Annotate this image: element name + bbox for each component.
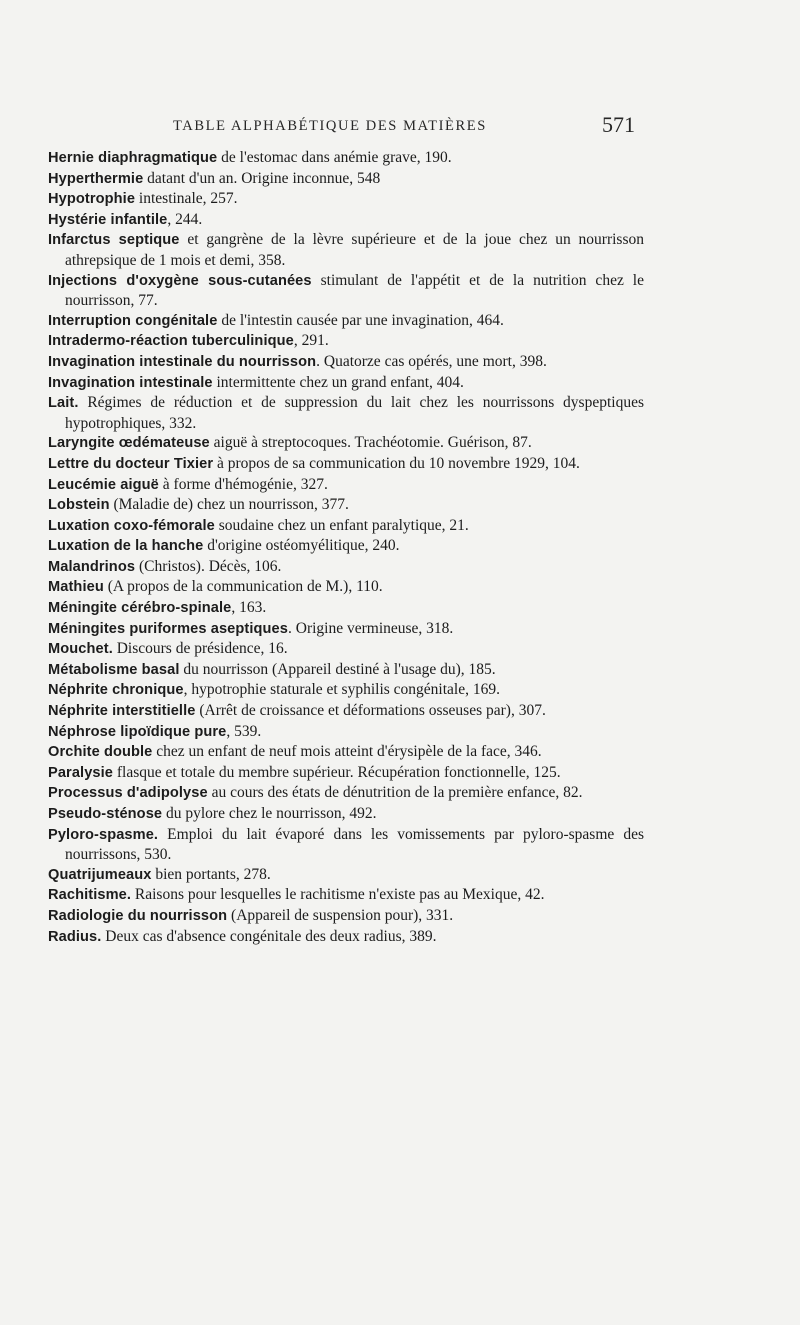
index-entry [48, 865, 644, 886]
entry-heading: Mouchet. [48, 641, 113, 658]
index-entry [48, 680, 644, 701]
entry-text: (A propos de la communication de M.), 110. [103, 578, 383, 596]
index-entry [48, 352, 644, 373]
entry-text: (Appareil de suspension pour), 331. [227, 906, 454, 924]
page-number: 571 [602, 112, 635, 137]
entry-text: (Maladie de) chez un nourrisson, 377. [109, 496, 349, 514]
entry-text: aiguë à streptocoques. Trachéotomie. Guérison, 87. [209, 434, 532, 452]
index-entry [48, 495, 644, 516]
entry-heading: Processus d'adipolyse [48, 785, 208, 802]
index-entry [48, 783, 644, 804]
running-title: TABLE ALPHABÉTIQUE DES MATIÈRES [173, 118, 487, 134]
entry-text: de l'estomac dans anémie grave, 190. [217, 149, 452, 166]
entry-heading: Pseudo-sténose [48, 806, 163, 822]
entry-heading: Hyperthermie [48, 170, 144, 187]
entry-heading: Quatrijumeaux [48, 866, 152, 883]
entry-text: soudaine chez un enfant paralytique, 21. [214, 516, 469, 534]
index-entry [48, 433, 644, 454]
entry-heading: Leucémie aiguë [48, 476, 159, 493]
index-entry [48, 639, 644, 660]
entry-heading: Lait. [48, 395, 79, 412]
index-entry [48, 577, 644, 598]
index-entry [48, 722, 644, 743]
entry-heading: Malandrinos [48, 558, 136, 575]
index-entry [48, 660, 644, 681]
entry-text: datant d'un an. Origine inconnue, 548 [143, 169, 381, 187]
entry-heading: Invagination intestinale [48, 374, 213, 391]
entry-text: Deux cas d'absence congénitale des deux radius, 389. [101, 927, 437, 945]
entry-heading: Radius. [48, 928, 102, 945]
entry-text: de l'intestin causée par une invagination, 464. [217, 311, 504, 329]
entry-text: . Origine vermineuse, 318. [288, 619, 454, 637]
entry-text: , hypotrophie staturale et syphilis congénitale, 169. [183, 681, 500, 699]
index-entries [48, 148, 644, 947]
index-entry [48, 148, 644, 169]
entry-heading: Néphrite interstitielle [48, 703, 196, 720]
index-entry [48, 906, 644, 927]
entry-heading: Radiologie du nourrisson [48, 907, 228, 924]
entry-text: flasque et totale du membre supérieur. Récupération fonctionnelle, 125. [113, 763, 561, 781]
entry-heading: Néphrite chronique [48, 682, 184, 699]
index-entry [48, 516, 644, 537]
index-entry [48, 619, 644, 640]
entry-text: Emploi du lait évaporé dans les vomissements par pyloro-spasme des nourrissons, 530. [65, 825, 644, 864]
entry-heading: Méningites puriformes aseptiques [48, 620, 288, 637]
entry-text: au cours des états de dénutrition de la première enfance, 82. [207, 784, 583, 802]
index-entry [48, 373, 644, 394]
index-entry [48, 475, 644, 496]
index-entry [48, 331, 644, 352]
entry-heading: Hypotrophie [48, 191, 136, 208]
entry-heading: Luxation coxo-fémorale [48, 517, 215, 534]
entry-text: du nourrisson (Appareil destiné à l'usage du), 185. [179, 660, 496, 678]
entry-heading: Laryngite œdémateuse [48, 435, 210, 452]
index-entry [48, 598, 644, 619]
entry-heading: Rachitisme. [48, 887, 132, 904]
entry-heading: Lobstein [48, 497, 110, 514]
entry-text: (Arrêt de croissance et déformations osseuses par), 307. [195, 702, 546, 720]
entry-text: Discours de présidence, 16. [112, 640, 288, 658]
index-entry [48, 763, 644, 784]
entry-heading: Intradermo-réaction tuberculinique [48, 333, 294, 350]
entry-text: d'origine ostéomyélitique, 240. [203, 537, 400, 555]
index-entry [48, 825, 644, 865]
entry-heading: Métabolisme basal [48, 661, 180, 678]
entry-text: , 539. [226, 722, 262, 740]
index-entry [48, 804, 644, 825]
index-entry [48, 210, 644, 231]
entry-text: Régimes de réduction et de suppression du lait chez les nourrissons dyspeptiques hypotrophiques, 332. [65, 394, 644, 432]
entry-heading: Lettre du docteur Tixier [48, 455, 214, 472]
entry-heading: Néphrose lipoïdique pure [48, 723, 227, 740]
index-entry [48, 454, 644, 475]
entry-heading: Invagination intestinale du nourrisson [48, 353, 317, 370]
entry-text: intermittente chez un grand enfant, 404. [212, 373, 464, 391]
index-entry [48, 311, 644, 332]
entry-heading: Hystérie infantile [48, 211, 168, 228]
index-entry [48, 271, 644, 311]
entry-text: Raisons pour lesquelles le rachitisme n'existe pas au Mexique, 42. [131, 886, 545, 904]
index-entry [48, 557, 644, 578]
index-entry [48, 393, 644, 433]
entry-text: chez un enfant de neuf mois atteint d'érysipèle de la face, 346. [152, 743, 542, 761]
index-entry [48, 885, 644, 906]
entry-text: et gangrène de la lèvre supérieure et de la joue chez un nourrisson athrepsique de 1 mois et demi, 358. [65, 231, 644, 269]
entry-heading: Orchite double [48, 744, 153, 761]
index-entry [48, 169, 644, 190]
entry-heading: Infarctus septique [48, 232, 180, 249]
entry-heading: Interruption congénitale [48, 312, 218, 329]
entry-text: , 163. [231, 599, 267, 617]
page-header [0, 112, 800, 142]
entry-text: , 244. [167, 210, 203, 228]
entry-text: à forme d'hémogénie, 327. [158, 475, 328, 493]
entry-heading: Injections d'oxygène sous-cutanées [48, 272, 312, 289]
entry-text: (Christos). Décès, 106. [135, 557, 282, 575]
entry-heading: Luxation de la hanche [48, 538, 204, 555]
index-entry [48, 701, 644, 722]
entry-text: , 291. [293, 332, 329, 350]
entry-heading: Hernie diaphragmatique [48, 150, 218, 166]
entry-heading: Paralysie [48, 764, 114, 781]
entry-text: du pylore chez le nourrisson, 492. [162, 805, 377, 822]
entry-text: bien portants, 278. [151, 865, 271, 883]
entry-text: stimulant de l'appétit et de la nutrition chez le nourrisson, 77. [65, 271, 644, 310]
entry-text: à propos de sa communication du 10 novembre 1929, 104. [213, 454, 580, 472]
index-entry [48, 927, 644, 948]
index-entry [48, 742, 644, 763]
index-entry [48, 189, 644, 210]
entry-text: intestinale, 257. [135, 190, 238, 208]
entry-text: . Quatorze cas opérés, une mort, 398. [316, 352, 547, 370]
entry-heading: Pyloro-spasme. [48, 826, 159, 843]
index-entry [48, 230, 644, 270]
entry-heading: Méningite cérébro-spinale [48, 600, 232, 617]
index-entry [48, 536, 644, 557]
entry-heading: Mathieu [48, 579, 104, 596]
